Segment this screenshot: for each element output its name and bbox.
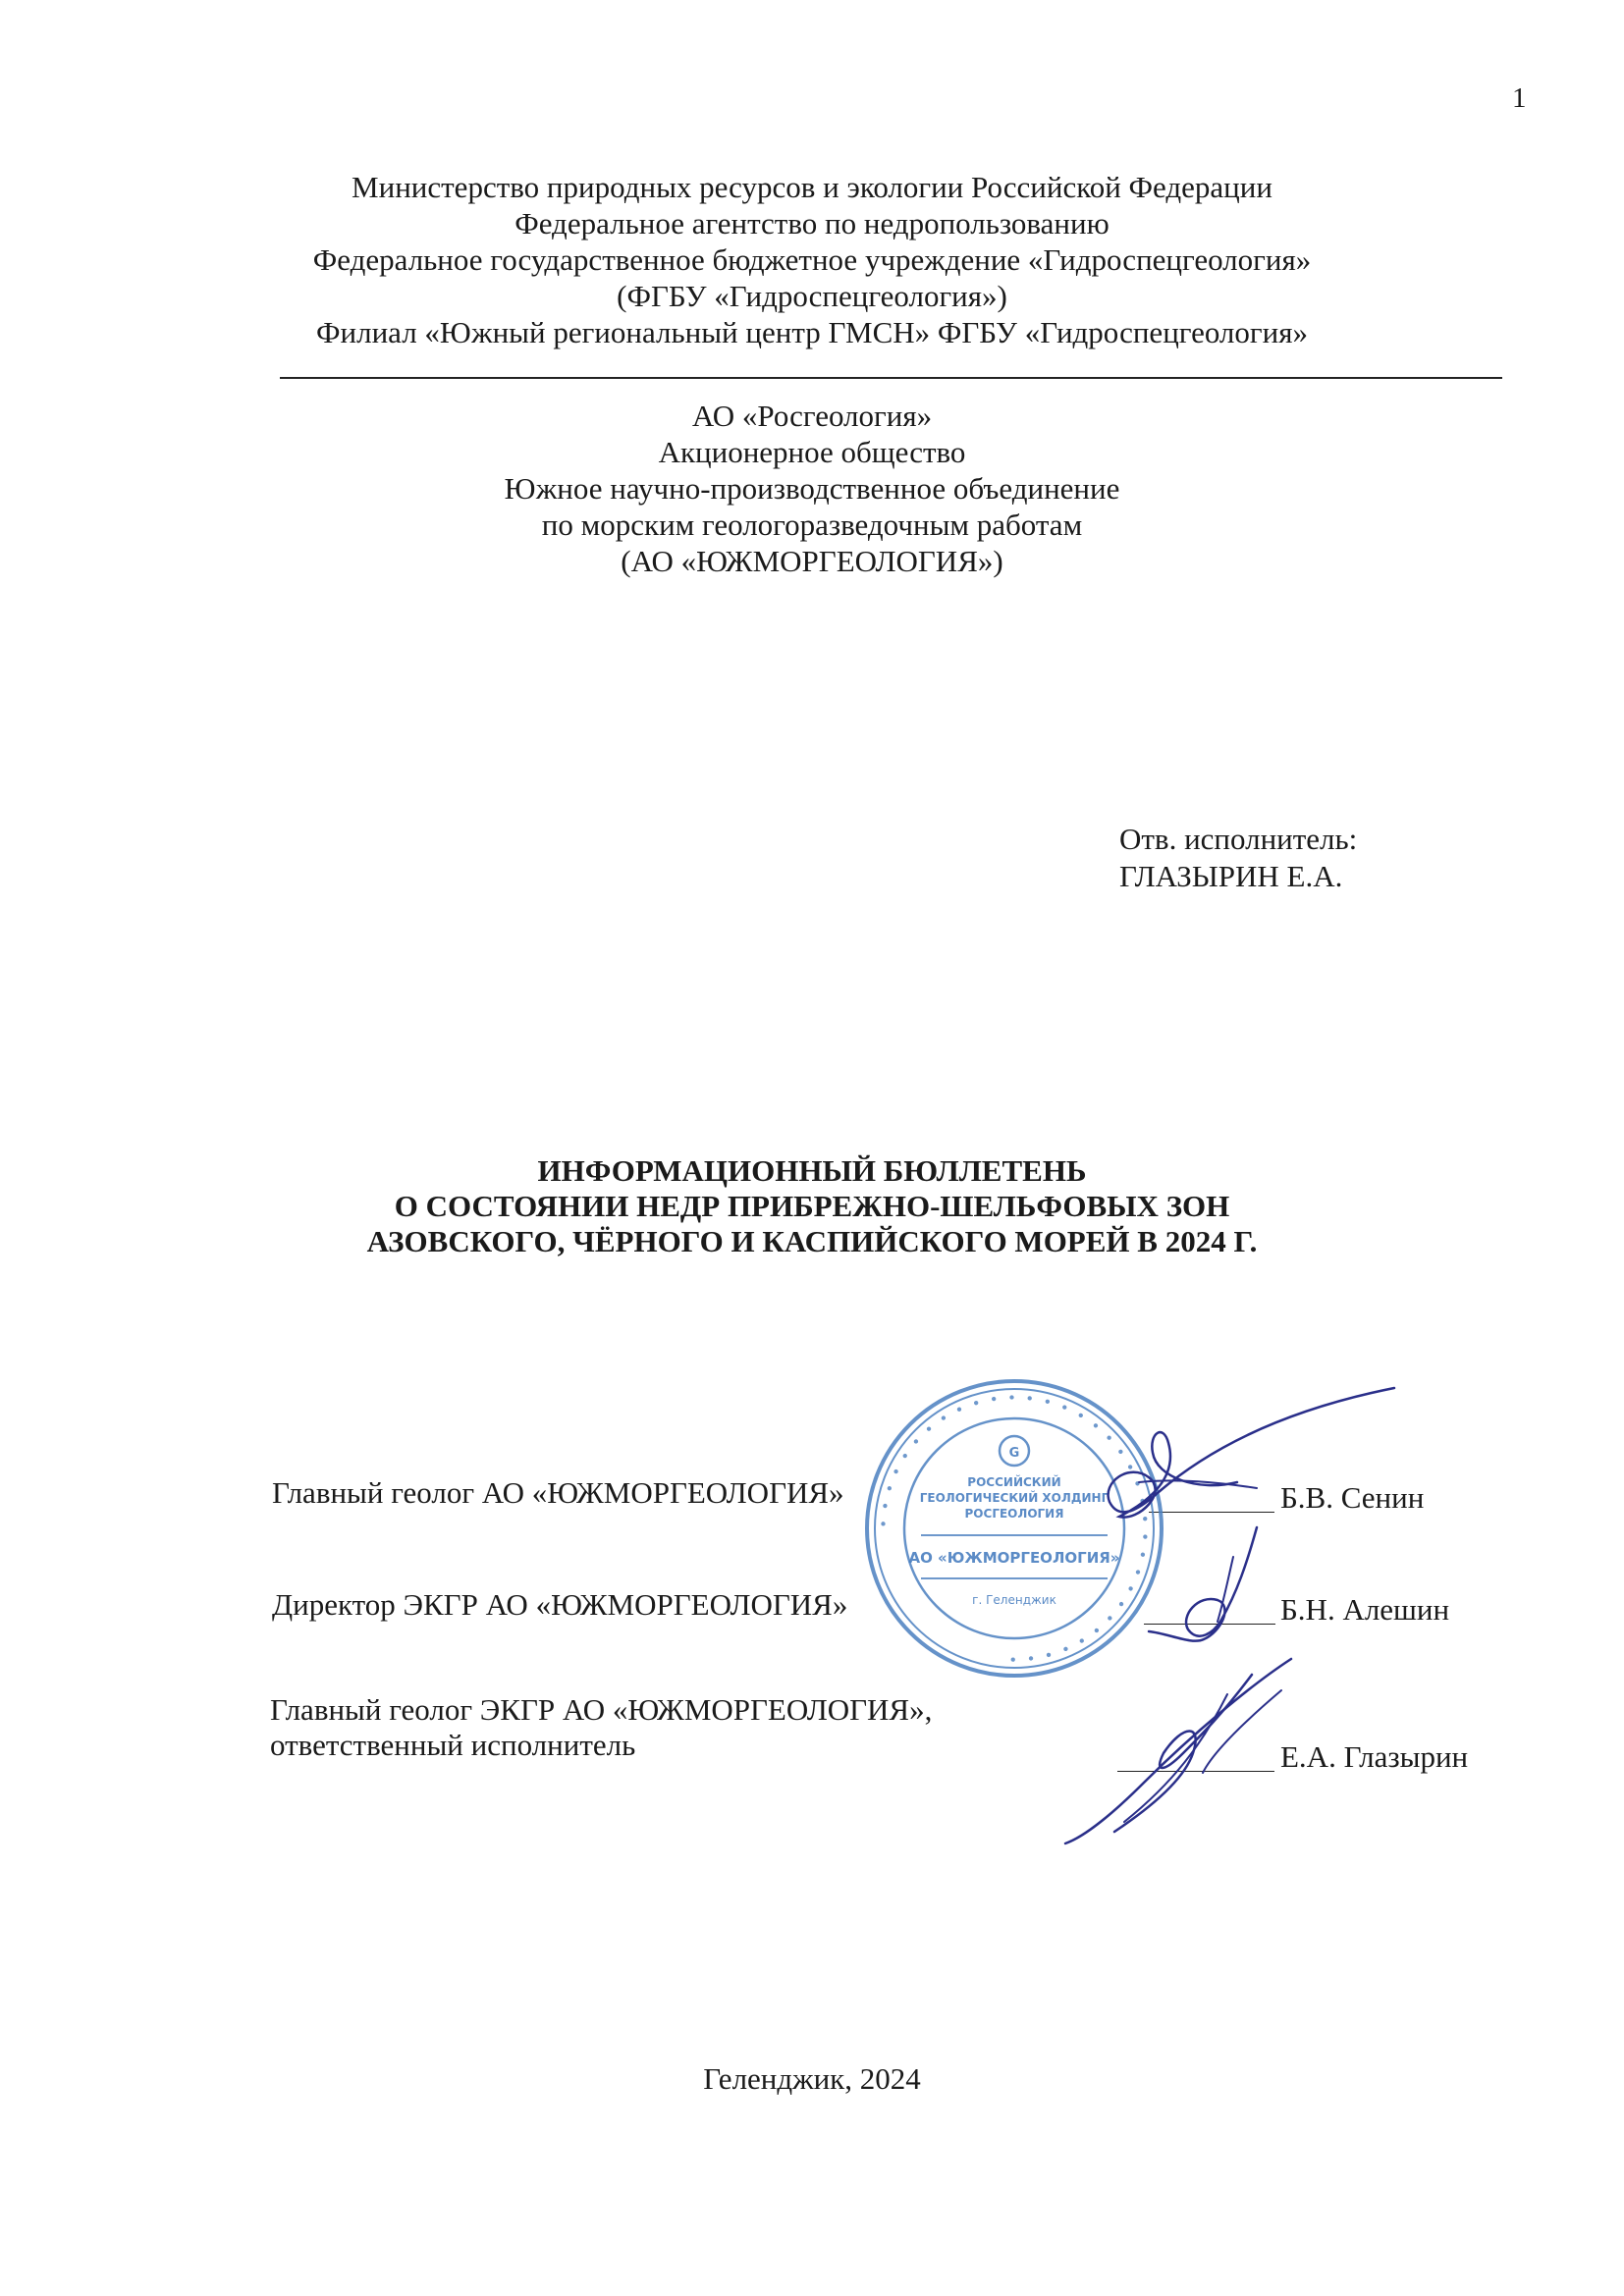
stamp-text-line: г. Геленджик <box>972 1593 1056 1607</box>
header-line: (ФГБУ «Гидроспецгеология») <box>617 279 1007 313</box>
stamp-text-line: РОССИЙСКИЙ <box>967 1475 1061 1489</box>
header-line: Федеральное агентство по недропользованию <box>514 206 1110 240</box>
header-divider <box>280 377 1502 379</box>
signature-senin <box>1080 1384 1404 1531</box>
signature-name-glazyrin: Е.А. Глазырин <box>1280 1739 1469 1774</box>
document-title <box>0 1153 1624 1259</box>
organization-line: Южное научно-производственное объединение <box>504 471 1120 506</box>
responsible-executor <box>1119 821 1357 895</box>
organization-line: по морским геологоразведочным работам <box>541 507 1083 542</box>
signature-role-director: Директор ЭКГР АО «ЮЖМОРГЕОЛОГИЯ» <box>272 1587 848 1622</box>
responsible-label: Отв. исполнитель: <box>1119 822 1358 856</box>
signature-role-line: Главный геолог ЭКГР АО «ЮЖМОРГЕОЛОГИЯ», <box>270 1692 933 1727</box>
header-line: Филиал «Южный региональный центр ГМСН» ФГБУ «Гидроспецгеология» <box>316 315 1308 349</box>
signature-role-exec-geologist <box>270 1692 932 1763</box>
organization-line: Акционерное общество <box>658 435 966 469</box>
signature-name-senin: Б.В. Сенин <box>1280 1480 1425 1515</box>
header-line: Федеральное государственное бюджетное учреждение «Гидроспецгеология» <box>312 242 1312 277</box>
title-line: ИНФОРМАЦИОННЫЙ БЮЛЛЕТЕНЬ <box>537 1153 1087 1188</box>
responsible-name: ГЛАЗЫРИН Е.А. <box>1119 859 1343 893</box>
organization-block <box>0 398 1624 579</box>
signature-glazyrin <box>1056 1655 1301 1851</box>
organization-line: (АО «ЮЖМОРГЕОЛОГИЯ») <box>621 544 1003 578</box>
signature-role-line: ответственный исполнитель <box>270 1728 636 1762</box>
stamp-text-line: ГЕОЛОГИЧЕСКИЙ ХОЛДИНГ <box>919 1491 1110 1505</box>
place-and-year: Геленджик, 2024 <box>703 2061 921 2096</box>
svg-text:• • • • • • • • • • • • • • •: • • • • • • • • • • • • • • • • • • • • • • • • • • • • • • • • • • • <box>874 1388 1155 1669</box>
page-number: 1 <box>1512 82 1527 114</box>
signature-role-chief-geologist: Главный геолог АО «ЮЖМОРГЕОЛОГИЯ» <box>272 1475 844 1510</box>
signature-aleshin <box>1139 1523 1276 1651</box>
title-line: О СОСТОЯНИИ НЕДР ПРИБРЕЖНО-ШЕЛЬФОВЫХ ЗОН <box>394 1189 1230 1223</box>
title-line: АЗОВСКОГО, ЧЁРНОГО И КАСПИЙСКОГО МОРЕЙ В 2024 Г. <box>366 1224 1258 1258</box>
stamp-text-line: АО «ЮЖМОРГЕОЛОГИЯ» <box>908 1549 1120 1567</box>
signature-name-aleshin: Б.Н. Алешин <box>1280 1592 1450 1627</box>
organization-line: АО «Росгеология» <box>691 399 933 433</box>
header-line: Министерство природных ресурсов и экологии Российской Федерации <box>352 170 1272 204</box>
ministry-header <box>0 169 1624 350</box>
stamp-text-line: РОСГЕОЛОГИЯ <box>964 1507 1064 1521</box>
svg-text:G: G <box>1008 1446 1020 1461</box>
